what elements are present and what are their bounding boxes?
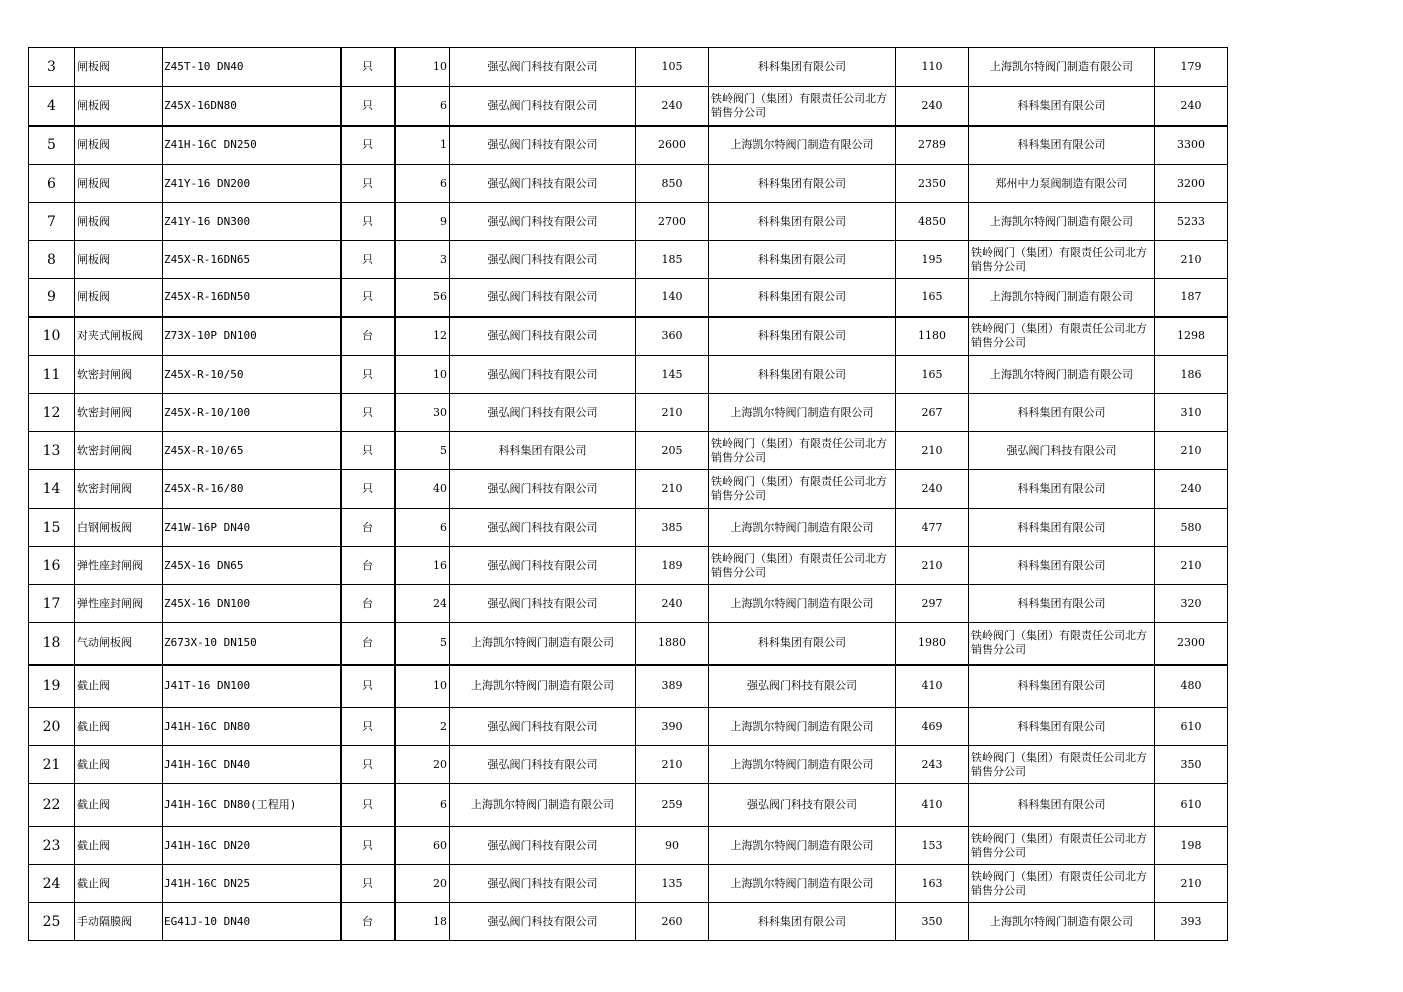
product-name[interactable]: 白钢闸板阀 bbox=[75, 509, 163, 547]
product-name[interactable]: 截止阀 bbox=[75, 746, 163, 784]
supplier-2[interactable]: 铁岭阀门（集团）有限责任公司北方销售分公司 bbox=[709, 432, 896, 470]
row-number[interactable]: 18 bbox=[29, 623, 75, 665]
supplier-1[interactable]: 强弘阀门科技有限公司 bbox=[450, 317, 636, 356]
unit[interactable]: 只 bbox=[341, 241, 395, 279]
supplier-1[interactable]: 科科集团有限公司 bbox=[450, 432, 636, 470]
unit[interactable]: 只 bbox=[341, 746, 395, 784]
row-number[interactable]: 14 bbox=[29, 470, 75, 509]
unit[interactable]: 只 bbox=[341, 203, 395, 241]
quantity[interactable]: 6 bbox=[395, 87, 450, 126]
product-name[interactable]: 软密封闸阀 bbox=[75, 432, 163, 470]
price-3[interactable]: 3300 bbox=[1155, 126, 1228, 165]
quantity[interactable]: 56 bbox=[395, 279, 450, 317]
unit[interactable]: 台 bbox=[341, 903, 395, 941]
product-model[interactable]: Z41H-16C DN250 bbox=[163, 126, 341, 165]
row-number[interactable]: 21 bbox=[29, 746, 75, 784]
price-1[interactable]: 90 bbox=[636, 827, 709, 865]
price-1[interactable]: 390 bbox=[636, 708, 709, 746]
price-3[interactable]: 240 bbox=[1155, 87, 1228, 126]
price-2[interactable]: 240 bbox=[896, 470, 969, 509]
price-3[interactable]: 198 bbox=[1155, 827, 1228, 865]
price-3[interactable]: 210 bbox=[1155, 865, 1228, 903]
table-row bbox=[29, 126, 1228, 165]
row-number[interactable]: 25 bbox=[29, 903, 75, 941]
unit[interactable]: 只 bbox=[341, 48, 395, 87]
product-name[interactable]: 弹性座封闸阀 bbox=[75, 585, 163, 623]
supplier-2[interactable]: 铁岭阀门（集团）有限责任公司北方销售分公司 bbox=[709, 547, 896, 585]
table-row bbox=[29, 48, 1228, 87]
product-name[interactable]: 气动闸板阀 bbox=[75, 623, 163, 665]
table-row bbox=[29, 827, 1228, 865]
supplier-3[interactable]: 上海凯尔特阀门制造有限公司 bbox=[969, 279, 1155, 317]
price-1[interactable]: 135 bbox=[636, 865, 709, 903]
quantity[interactable]: 18 bbox=[395, 903, 450, 941]
price-1[interactable]: 2700 bbox=[636, 203, 709, 241]
product-model[interactable]: Z45X-16 DN65 bbox=[163, 547, 341, 585]
price-2[interactable]: 469 bbox=[896, 708, 969, 746]
product-model[interactable]: Z45X-R-10/100 bbox=[163, 394, 341, 432]
price-1[interactable]: 205 bbox=[636, 432, 709, 470]
quantity[interactable]: 60 bbox=[395, 827, 450, 865]
supplier-2[interactable]: 科科集团有限公司 bbox=[709, 165, 896, 203]
supplier-2[interactable]: 强弘阀门科技有限公司 bbox=[709, 784, 896, 827]
quantity[interactable]: 12 bbox=[395, 317, 450, 356]
row-number[interactable]: 13 bbox=[29, 432, 75, 470]
table-row bbox=[29, 865, 1228, 903]
row-number[interactable]: 15 bbox=[29, 509, 75, 547]
price-3[interactable]: 580 bbox=[1155, 509, 1228, 547]
supplier-3[interactable]: 强弘阀门科技有限公司 bbox=[969, 432, 1155, 470]
row-number[interactable]: 11 bbox=[29, 356, 75, 394]
quantity[interactable]: 20 bbox=[395, 865, 450, 903]
price-3[interactable]: 320 bbox=[1155, 585, 1228, 623]
table-row bbox=[29, 203, 1228, 241]
table-row bbox=[29, 317, 1228, 356]
supplier-1[interactable]: 强弘阀门科技有限公司 bbox=[450, 165, 636, 203]
product-name[interactable]: 软密封闸阀 bbox=[75, 394, 163, 432]
price-2[interactable]: 477 bbox=[896, 509, 969, 547]
product-model[interactable]: Z45X-R-16DN50 bbox=[163, 279, 341, 317]
price-1[interactable]: 210 bbox=[636, 470, 709, 509]
product-name[interactable]: 截止阀 bbox=[75, 784, 163, 827]
price-2[interactable]: 267 bbox=[896, 394, 969, 432]
supplier-2[interactable]: 上海凯尔特阀门制造有限公司 bbox=[709, 394, 896, 432]
product-model[interactable]: Z73X-10P DN100 bbox=[163, 317, 341, 356]
supplier-3[interactable]: 科科集团有限公司 bbox=[969, 87, 1155, 126]
price-3[interactable]: 3200 bbox=[1155, 165, 1228, 203]
quantity[interactable]: 9 bbox=[395, 203, 450, 241]
product-name[interactable]: 弹性座封闸阀 bbox=[75, 547, 163, 585]
supplier-2[interactable]: 科科集团有限公司 bbox=[709, 203, 896, 241]
price-3[interactable]: 187 bbox=[1155, 279, 1228, 317]
supplier-2[interactable]: 强弘阀门科技有限公司 bbox=[709, 665, 896, 708]
price-3[interactable]: 210 bbox=[1155, 547, 1228, 585]
supplier-2[interactable]: 上海凯尔特阀门制造有限公司 bbox=[709, 509, 896, 547]
supplier-3[interactable]: 上海凯尔特阀门制造有限公司 bbox=[969, 203, 1155, 241]
supplier-2[interactable]: 科科集团有限公司 bbox=[709, 279, 896, 317]
product-name[interactable]: 闸板阀 bbox=[75, 48, 163, 87]
unit[interactable]: 只 bbox=[341, 865, 395, 903]
product-name[interactable]: 对夹式闸板阀 bbox=[75, 317, 163, 356]
supplier-3[interactable]: 上海凯尔特阀门制造有限公司 bbox=[969, 48, 1155, 87]
quantity[interactable]: 5 bbox=[395, 623, 450, 665]
price-1[interactable]: 145 bbox=[636, 356, 709, 394]
price-1[interactable]: 240 bbox=[636, 585, 709, 623]
product-model[interactable]: Z45T-10 DN40 bbox=[163, 48, 341, 87]
row-number[interactable]: 10 bbox=[29, 317, 75, 356]
product-model[interactable]: J41H-16C DN80 bbox=[163, 708, 341, 746]
price-3[interactable]: 186 bbox=[1155, 356, 1228, 394]
unit[interactable]: 只 bbox=[341, 784, 395, 827]
quantity[interactable]: 6 bbox=[395, 509, 450, 547]
price-3[interactable]: 5233 bbox=[1155, 203, 1228, 241]
row-number[interactable]: 22 bbox=[29, 784, 75, 827]
product-name[interactable]: 闸板阀 bbox=[75, 87, 163, 126]
supplier-1[interactable]: 强弘阀门科技有限公司 bbox=[450, 87, 636, 126]
table-row bbox=[29, 279, 1228, 317]
product-name[interactable]: 闸板阀 bbox=[75, 241, 163, 279]
price-1[interactable]: 259 bbox=[636, 784, 709, 827]
supplier-1[interactable]: 强弘阀门科技有限公司 bbox=[450, 708, 636, 746]
quantity[interactable]: 6 bbox=[395, 165, 450, 203]
supplier-3[interactable]: 上海凯尔特阀门制造有限公司 bbox=[969, 356, 1155, 394]
quantity[interactable]: 2 bbox=[395, 708, 450, 746]
product-model[interactable]: J41H-16C DN40 bbox=[163, 746, 341, 784]
product-model[interactable]: Z45X-16DN80 bbox=[163, 87, 341, 126]
unit[interactable]: 只 bbox=[341, 708, 395, 746]
product-model[interactable]: Z45X-16 DN100 bbox=[163, 585, 341, 623]
supplier-1[interactable]: 强弘阀门科技有限公司 bbox=[450, 746, 636, 784]
price-2[interactable]: 1180 bbox=[896, 317, 969, 356]
table-row bbox=[29, 87, 1228, 126]
supplier-1[interactable]: 强弘阀门科技有限公司 bbox=[450, 356, 636, 394]
supplier-3[interactable]: 科科集团有限公司 bbox=[969, 784, 1155, 827]
quantity[interactable]: 20 bbox=[395, 746, 450, 784]
price-3[interactable]: 310 bbox=[1155, 394, 1228, 432]
unit[interactable]: 只 bbox=[341, 665, 395, 708]
price-1[interactable]: 140 bbox=[636, 279, 709, 317]
price-3[interactable]: 610 bbox=[1155, 708, 1228, 746]
unit[interactable]: 只 bbox=[341, 432, 395, 470]
price-2[interactable]: 153 bbox=[896, 827, 969, 865]
price-1[interactable]: 2600 bbox=[636, 126, 709, 165]
quantity[interactable]: 5 bbox=[395, 432, 450, 470]
product-model[interactable]: Z673X-10 DN150 bbox=[163, 623, 341, 665]
unit[interactable]: 台 bbox=[341, 547, 395, 585]
price-1[interactable]: 210 bbox=[636, 746, 709, 784]
supplier-2[interactable]: 科科集团有限公司 bbox=[709, 356, 896, 394]
unit[interactable]: 只 bbox=[341, 87, 395, 126]
quantity[interactable]: 6 bbox=[395, 784, 450, 827]
product-model[interactable]: Z45X-R-10/50 bbox=[163, 356, 341, 394]
supplier-3[interactable]: 郑州中力泵阀制造有限公司 bbox=[969, 165, 1155, 203]
supplier-2[interactable]: 科科集团有限公司 bbox=[709, 903, 896, 941]
table-row bbox=[29, 708, 1228, 746]
supplier-1[interactable]: 强弘阀门科技有限公司 bbox=[450, 827, 636, 865]
product-model[interactable]: J41H-16C DN80(工程用) bbox=[163, 784, 341, 827]
table-row bbox=[29, 585, 1228, 623]
price-3[interactable]: 610 bbox=[1155, 784, 1228, 827]
price-3[interactable]: 350 bbox=[1155, 746, 1228, 784]
supplier-1[interactable]: 强弘阀门科技有限公司 bbox=[450, 509, 636, 547]
supplier-3[interactable]: 科科集团有限公司 bbox=[969, 547, 1155, 585]
supplier-1[interactable]: 上海凯尔特阀门制造有限公司 bbox=[450, 784, 636, 827]
product-name[interactable]: 软密封闸阀 bbox=[75, 356, 163, 394]
supplier-3[interactable]: 科科集团有限公司 bbox=[969, 708, 1155, 746]
price-2[interactable]: 2789 bbox=[896, 126, 969, 165]
row-number[interactable]: 6 bbox=[29, 165, 75, 203]
supplier-2[interactable]: 上海凯尔特阀门制造有限公司 bbox=[709, 585, 896, 623]
unit[interactable]: 只 bbox=[341, 470, 395, 509]
table-row bbox=[29, 746, 1228, 784]
quantity[interactable]: 1 bbox=[395, 126, 450, 165]
price-2[interactable]: 165 bbox=[896, 356, 969, 394]
product-name[interactable]: 截止阀 bbox=[75, 665, 163, 708]
product-name[interactable]: 软密封闸阀 bbox=[75, 470, 163, 509]
supplier-1[interactable]: 强弘阀门科技有限公司 bbox=[450, 279, 636, 317]
supplier-3[interactable]: 铁岭阀门（集团）有限责任公司北方销售分公司 bbox=[969, 746, 1155, 784]
product-name[interactable]: 截止阀 bbox=[75, 827, 163, 865]
product-name[interactable]: 闸板阀 bbox=[75, 165, 163, 203]
product-name[interactable]: 截止阀 bbox=[75, 708, 163, 746]
table-row bbox=[29, 623, 1228, 665]
unit[interactable]: 台 bbox=[341, 585, 395, 623]
supplier-2[interactable]: 上海凯尔特阀门制造有限公司 bbox=[709, 708, 896, 746]
table-row bbox=[29, 165, 1228, 203]
price-2[interactable]: 297 bbox=[896, 585, 969, 623]
supplier-3[interactable]: 上海凯尔特阀门制造有限公司 bbox=[969, 903, 1155, 941]
price-2[interactable]: 350 bbox=[896, 903, 969, 941]
row-number[interactable]: 20 bbox=[29, 708, 75, 746]
supplier-1[interactable]: 上海凯尔特阀门制造有限公司 bbox=[450, 623, 636, 665]
product-model[interactable]: EG41J-10 DN40 bbox=[163, 903, 341, 941]
price-2[interactable]: 163 bbox=[896, 865, 969, 903]
supplier-3[interactable]: 科科集团有限公司 bbox=[969, 665, 1155, 708]
product-model[interactable]: Z41Y-16 DN200 bbox=[163, 165, 341, 203]
price-2[interactable]: 4850 bbox=[896, 203, 969, 241]
price-3[interactable]: 210 bbox=[1155, 241, 1228, 279]
product-model[interactable]: J41T-16 DN100 bbox=[163, 665, 341, 708]
unit[interactable]: 只 bbox=[341, 165, 395, 203]
price-1[interactable]: 1880 bbox=[636, 623, 709, 665]
supplier-2[interactable]: 上海凯尔特阀门制造有限公司 bbox=[709, 827, 896, 865]
price-2[interactable]: 210 bbox=[896, 547, 969, 585]
table-row bbox=[29, 903, 1228, 941]
row-number[interactable]: 3 bbox=[29, 48, 75, 87]
price-1[interactable]: 105 bbox=[636, 48, 709, 87]
table-row bbox=[29, 784, 1228, 827]
quantity[interactable]: 10 bbox=[395, 356, 450, 394]
supplier-2[interactable]: 科科集团有限公司 bbox=[709, 623, 896, 665]
supplier-1[interactable]: 强弘阀门科技有限公司 bbox=[450, 470, 636, 509]
row-number[interactable]: 8 bbox=[29, 241, 75, 279]
supplier-3[interactable]: 铁岭阀门（集团）有限责任公司北方销售分公司 bbox=[969, 865, 1155, 903]
product-model[interactable]: J41H-16C DN20 bbox=[163, 827, 341, 865]
row-number[interactable]: 5 bbox=[29, 126, 75, 165]
supplier-2[interactable]: 铁岭阀门（集团）有限责任公司北方销售分公司 bbox=[709, 87, 896, 126]
price-3[interactable]: 210 bbox=[1155, 432, 1228, 470]
supplier-2[interactable]: 科科集团有限公司 bbox=[709, 48, 896, 87]
unit[interactable]: 只 bbox=[341, 356, 395, 394]
supplier-1[interactable]: 强弘阀门科技有限公司 bbox=[450, 48, 636, 87]
price-2[interactable]: 1980 bbox=[896, 623, 969, 665]
price-2[interactable]: 195 bbox=[896, 241, 969, 279]
product-model[interactable]: Z41W-16P DN40 bbox=[163, 509, 341, 547]
quantity[interactable]: 10 bbox=[395, 665, 450, 708]
product-model[interactable]: Z41Y-16 DN300 bbox=[163, 203, 341, 241]
price-1[interactable]: 260 bbox=[636, 903, 709, 941]
price-2[interactable]: 165 bbox=[896, 279, 969, 317]
price-2[interactable]: 240 bbox=[896, 87, 969, 126]
price-1[interactable]: 210 bbox=[636, 394, 709, 432]
supplier-1[interactable]: 强弘阀门科技有限公司 bbox=[450, 126, 636, 165]
price-3[interactable]: 2300 bbox=[1155, 623, 1228, 665]
product-model[interactable]: Z45X-R-16/80 bbox=[163, 470, 341, 509]
product-model[interactable]: J41H-16C DN25 bbox=[163, 865, 341, 903]
price-1[interactable]: 360 bbox=[636, 317, 709, 356]
product-model[interactable]: Z45X-R-10/65 bbox=[163, 432, 341, 470]
supplier-3[interactable]: 科科集团有限公司 bbox=[969, 126, 1155, 165]
supplier-1[interactable]: 强弘阀门科技有限公司 bbox=[450, 547, 636, 585]
price-3[interactable]: 179 bbox=[1155, 48, 1228, 87]
row-number[interactable]: 16 bbox=[29, 547, 75, 585]
price-1[interactable]: 240 bbox=[636, 87, 709, 126]
price-3[interactable]: 393 bbox=[1155, 903, 1228, 941]
supplier-3[interactable]: 科科集团有限公司 bbox=[969, 509, 1155, 547]
price-2[interactable]: 410 bbox=[896, 784, 969, 827]
table-row bbox=[29, 547, 1228, 585]
product-model[interactable]: Z45X-R-16DN65 bbox=[163, 241, 341, 279]
supplier-2[interactable]: 科科集团有限公司 bbox=[709, 317, 896, 356]
quantity[interactable]: 16 bbox=[395, 547, 450, 585]
row-number[interactable]: 19 bbox=[29, 665, 75, 708]
supplier-1[interactable]: 强弘阀门科技有限公司 bbox=[450, 865, 636, 903]
product-name[interactable]: 闸板阀 bbox=[75, 279, 163, 317]
product-name[interactable]: 手动隔膜阀 bbox=[75, 903, 163, 941]
price-2[interactable]: 210 bbox=[896, 432, 969, 470]
price-1[interactable]: 189 bbox=[636, 547, 709, 585]
price-2[interactable]: 243 bbox=[896, 746, 969, 784]
price-1[interactable]: 850 bbox=[636, 165, 709, 203]
row-number[interactable]: 23 bbox=[29, 827, 75, 865]
row-number[interactable]: 17 bbox=[29, 585, 75, 623]
price-1[interactable]: 385 bbox=[636, 509, 709, 547]
price-3[interactable]: 240 bbox=[1155, 470, 1228, 509]
product-name[interactable]: 截止阀 bbox=[75, 865, 163, 903]
price-comparison-table bbox=[28, 47, 1228, 941]
supplier-1[interactable]: 强弘阀门科技有限公司 bbox=[450, 241, 636, 279]
unit[interactable]: 台 bbox=[341, 509, 395, 547]
quantity[interactable]: 30 bbox=[395, 394, 450, 432]
supplier-1[interactable]: 强弘阀门科技有限公司 bbox=[450, 203, 636, 241]
supplier-1[interactable]: 强弘阀门科技有限公司 bbox=[450, 394, 636, 432]
table-row bbox=[29, 241, 1228, 279]
row-number[interactable]: 7 bbox=[29, 203, 75, 241]
unit[interactable]: 台 bbox=[341, 317, 395, 356]
table-row bbox=[29, 356, 1228, 394]
table-row bbox=[29, 432, 1228, 470]
supplier-1[interactable]: 强弘阀门科技有限公司 bbox=[450, 903, 636, 941]
price-1[interactable]: 389 bbox=[636, 665, 709, 708]
price-3[interactable]: 480 bbox=[1155, 665, 1228, 708]
quantity[interactable]: 10 bbox=[395, 48, 450, 87]
supplier-3[interactable]: 铁岭阀门（集团）有限责任公司北方销售分公司 bbox=[969, 317, 1155, 356]
price-3[interactable]: 1298 bbox=[1155, 317, 1228, 356]
table-row bbox=[29, 665, 1228, 708]
row-number[interactable]: 4 bbox=[29, 87, 75, 126]
supplier-2[interactable]: 上海凯尔特阀门制造有限公司 bbox=[709, 126, 896, 165]
quantity[interactable]: 24 bbox=[395, 585, 450, 623]
price-2[interactable]: 110 bbox=[896, 48, 969, 87]
supplier-2[interactable]: 上海凯尔特阀门制造有限公司 bbox=[709, 746, 896, 784]
table-row bbox=[29, 509, 1228, 547]
unit[interactable]: 只 bbox=[341, 394, 395, 432]
supplier-3[interactable]: 铁岭阀门（集团）有限责任公司北方销售分公司 bbox=[969, 827, 1155, 865]
table-row bbox=[29, 394, 1228, 432]
supplier-3[interactable]: 科科集团有限公司 bbox=[969, 585, 1155, 623]
supplier-3[interactable]: 铁岭阀门（集团）有限责任公司北方销售分公司 bbox=[969, 623, 1155, 665]
supplier-2[interactable]: 铁岭阀门（集团）有限责任公司北方销售分公司 bbox=[709, 470, 896, 509]
supplier-3[interactable]: 科科集团有限公司 bbox=[969, 394, 1155, 432]
product-name[interactable]: 闸板阀 bbox=[75, 126, 163, 165]
supplier-1[interactable]: 上海凯尔特阀门制造有限公司 bbox=[450, 665, 636, 708]
row-number[interactable]: 9 bbox=[29, 279, 75, 317]
supplier-2[interactable]: 上海凯尔特阀门制造有限公司 bbox=[709, 865, 896, 903]
unit[interactable]: 只 bbox=[341, 279, 395, 317]
unit[interactable]: 只 bbox=[341, 827, 395, 865]
price-1[interactable]: 185 bbox=[636, 241, 709, 279]
price-2[interactable]: 410 bbox=[896, 665, 969, 708]
product-name[interactable]: 闸板阀 bbox=[75, 203, 163, 241]
price-2[interactable]: 2350 bbox=[896, 165, 969, 203]
table-row bbox=[29, 470, 1228, 509]
row-number[interactable]: 24 bbox=[29, 865, 75, 903]
unit[interactable]: 台 bbox=[341, 623, 395, 665]
quantity[interactable]: 40 bbox=[395, 470, 450, 509]
unit[interactable]: 只 bbox=[341, 126, 395, 165]
supplier-3[interactable]: 铁岭阀门（集团）有限责任公司北方销售分公司 bbox=[969, 241, 1155, 279]
supplier-2[interactable]: 科科集团有限公司 bbox=[709, 241, 896, 279]
quantity[interactable]: 3 bbox=[395, 241, 450, 279]
supplier-1[interactable]: 强弘阀门科技有限公司 bbox=[450, 585, 636, 623]
row-number[interactable]: 12 bbox=[29, 394, 75, 432]
supplier-3[interactable]: 科科集团有限公司 bbox=[969, 470, 1155, 509]
